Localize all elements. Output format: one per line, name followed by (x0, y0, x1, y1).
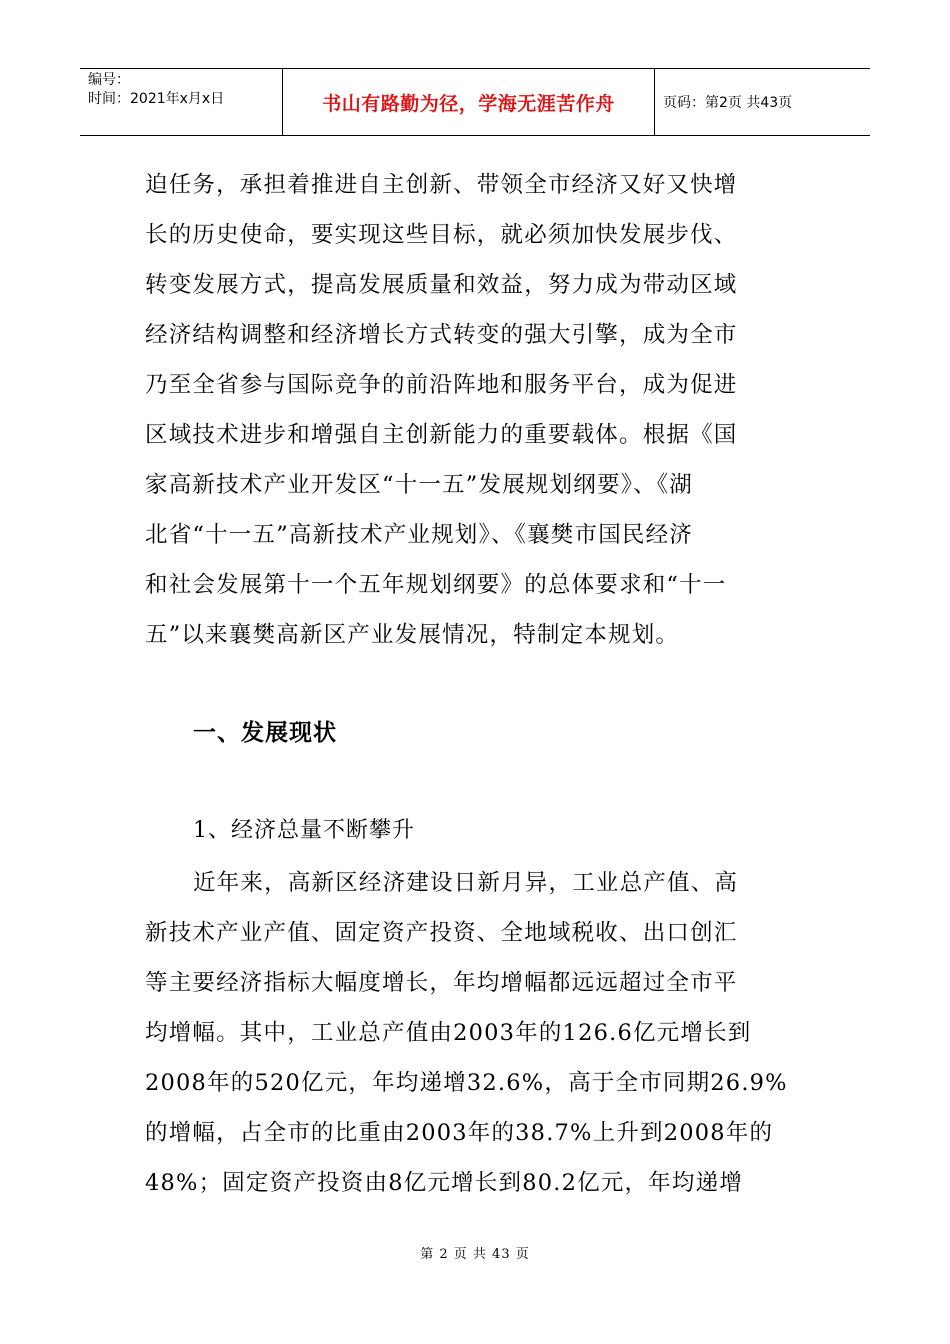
paragraph-intro (145, 160, 810, 660)
text-line: 近年来，高新区经济建设日新月异，工业总产值、高 (193, 870, 739, 896)
section-heading: 一、发展现状 (193, 720, 337, 746)
text-line: 的增幅，占全市的比重由2003年的38.7%上升到2008年的 (145, 1120, 774, 1146)
text-line: 48%；固定资产投资由8亿元增长到80.2亿元，年均递增 (145, 1170, 744, 1196)
header-motto: 书山有路勤为径，学海无涯苦作舟 (283, 69, 655, 135)
paragraph-economy (145, 858, 810, 1208)
text-line: 乃至全省参与国际竞争的前沿阵地和服务平台，成为促进 (145, 372, 738, 398)
text-line: 五”以来襄樊高新区产业发展情况，特制定本规划。 (145, 622, 680, 648)
header-page-info: 页码：第2页 共43页 (663, 95, 793, 111)
document-number-label: 编号： (88, 72, 130, 88)
text-line: 等主要经济指标大幅度增长，年均增幅都远远超过全市平 (145, 970, 738, 996)
text-line: 2008年的520亿元，年均递增32.6%，高于全市同期26.9% (145, 1070, 788, 1096)
text-line: 长的历史使命，要实现这些目标，就必须加快发展步伐、 (145, 222, 738, 248)
text-line: 转变发展方式，提高发展质量和效益，努力成为带动区域 (145, 272, 738, 298)
text-line: 经济结构调整和经济增长方式转变的强大引擎，成为全市 (145, 322, 738, 348)
text-line: 新技术产业产值、固定资产投资、全地域税收、出口创汇 (145, 920, 738, 946)
text-line: 家高新技术产业开发区“十一五”发展规划纲要》、《湖 (145, 472, 694, 498)
page-header (80, 68, 870, 136)
document-time-label: 时间：2021年x月x日 (88, 91, 225, 107)
text-line: 迫任务，承担着推进自主创新、带领全市经济又好又快增 (145, 172, 738, 198)
text-line: 和社会发展第十一个五年规划纲要》的总体要求和“十一 (145, 572, 727, 598)
text-line: 均增幅。其中，工业总产值由2003年的126.6亿元增长到 (145, 1020, 752, 1046)
text-line: 北省“十一五”高新技术产业规划》、《襄樊市国民经济 (145, 522, 694, 548)
page-footer: 第 2 页 共 43 页 (420, 1247, 530, 1262)
subsection-heading: 1、经济总量不断攀升 (193, 818, 415, 843)
text-line: 区域技术进步和增强自主创新能力的重要载体。根据《国 (145, 422, 738, 448)
header-meta (80, 69, 283, 135)
